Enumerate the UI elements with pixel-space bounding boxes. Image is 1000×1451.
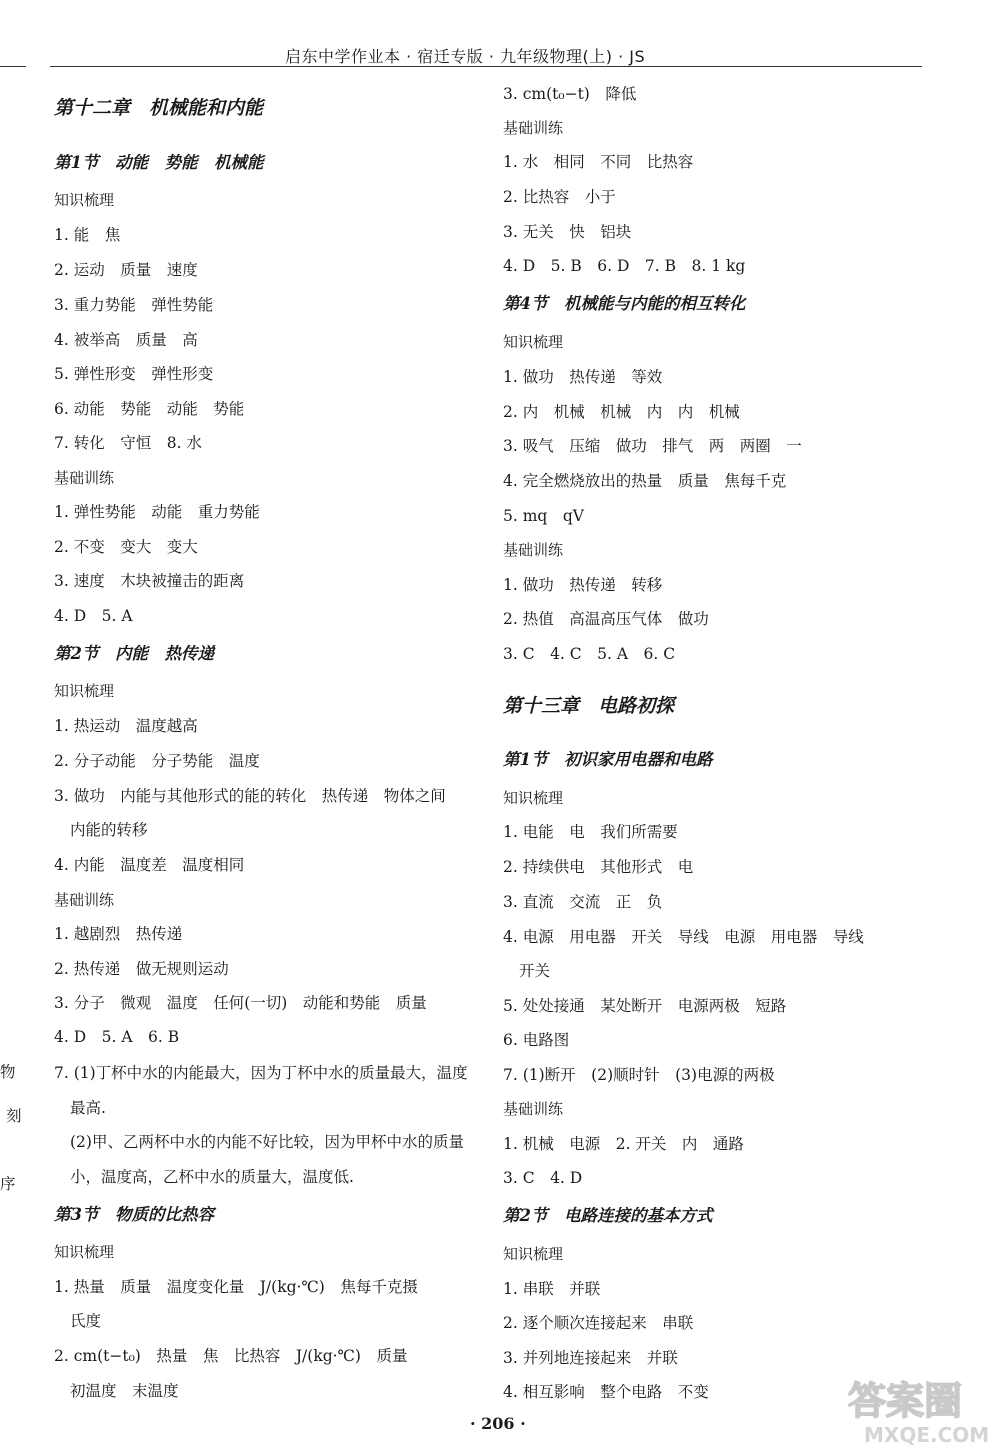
chapter-title: 第十三章 电路初探	[503, 695, 675, 717]
answer-line: 5. 处处接通 某处断开 电源两极 短路	[503, 997, 787, 1015]
answer-line-continued: 氏度	[70, 1312, 102, 1330]
answer-line: 1. 电能 电 我们所需要	[503, 823, 678, 841]
page-number: · 206 ·	[470, 1414, 526, 1433]
answer-line: 4. D 5. A 6. B	[54, 1028, 180, 1046]
answer-line: 2. 运动 质量 速度	[54, 261, 198, 279]
watermark-logo	[838, 1372, 998, 1448]
answer-line: 2. 分子动能 分子势能 温度	[54, 752, 260, 770]
answer-line: 4. 电源 用电器 开关 导线 电源 用电器 导线	[503, 928, 864, 946]
answer-line: 4. D 5. A	[54, 607, 133, 625]
answer-line: 1. 串联 并联	[503, 1280, 601, 1298]
section-title: 第1节 初识家用电器和电路	[503, 750, 713, 769]
answer-line: 3. 重力势能 弹性势能	[54, 296, 214, 314]
answer-line: 3. 速度 木块被撞击的距离	[54, 572, 245, 590]
answer-line: 3. 无关 快 铝块	[503, 223, 632, 241]
margin-fragment: 序	[0, 1175, 16, 1193]
page-header	[0, 38, 1000, 68]
answer-line: 5. mq qV	[503, 507, 584, 525]
header-rule-left	[0, 66, 26, 67]
header-rule	[50, 66, 922, 67]
answer-line: 3. 并列地连接起来 并联	[503, 1349, 678, 1367]
subheading: 基础训练	[54, 469, 115, 487]
answer-line: 3. 吸气 压缩 做功 排气 两 两圈 一	[503, 437, 802, 455]
answer-line-continued: 内能的转移	[70, 821, 148, 839]
subheading: 基础训练	[54, 891, 115, 909]
subheading: 基础训练	[503, 541, 564, 559]
answer-line: 6. 动能 势能 动能 势能	[54, 400, 245, 418]
answer-line: 1. 机械 电源 2. 开关 内 通路	[503, 1135, 744, 1153]
answer-line: 1. 能 焦	[54, 226, 121, 244]
answer-line: 1. 弹性势能 动能 重力势能	[54, 503, 260, 521]
answer-line-continued: 最高.	[70, 1099, 106, 1117]
answer-line: 5. 弹性形变 弹性形变	[54, 365, 214, 383]
answer-line: 2. 逐个顺次连接起来 串联	[503, 1314, 694, 1332]
margin-fragment: 刻	[6, 1107, 22, 1125]
section-title: 第2节 内能 热传递	[54, 644, 214, 663]
answer-line: 3. 分子 微观 温度 任何(一切) 动能和势能 质量	[54, 994, 427, 1012]
watermark-url: MXQE.COM	[864, 1423, 990, 1447]
answer-line: 3. cm(t₀−t) 降低	[503, 85, 637, 103]
answer-line: 6. 电路图	[503, 1031, 570, 1049]
answer-line: 1. 越剧烈 热传递	[54, 925, 183, 943]
answer-line: 4. 内能 温度差 温度相同	[54, 856, 245, 874]
section-title: 第2节 电路连接的基本方式	[503, 1206, 713, 1225]
answer-line: 7. (1)丁杯中水的内能最大，因为丁杯中水的质量最大，温度	[54, 1064, 468, 1082]
subheading: 知识梳理	[54, 191, 115, 209]
answer-line: 3. 做功 内能与其他形式的能的转化 热传递 物体之间	[54, 787, 446, 805]
answer-line-continued: (2)甲、乙两杯中水的内能不好比较，因为甲杯中水的质量	[70, 1133, 464, 1151]
answer-line: 2. 热传递 做无规则运动	[54, 960, 229, 978]
answer-line: 2. cm(t−t₀) 热量 焦 比热容 J/(kg·℃) 质量	[54, 1347, 408, 1365]
answer-line: 3. 直流 交流 正 负	[503, 893, 663, 911]
answer-line: 2. 比热容 小于	[503, 188, 616, 206]
subheading: 基础训练	[503, 119, 564, 137]
answer-line: 7. (1)断开 (2)顺时针 (3)电源的两极	[503, 1066, 775, 1084]
section-title: 第3节 物质的比热容	[54, 1205, 214, 1224]
answer-line: 4. D 5. B 6. D 7. B 8. 1 kg	[503, 257, 746, 275]
answer-line: 1. 水 相同 不同 比热容	[503, 153, 694, 171]
section-title: 第1节 动能 势能 机械能	[54, 153, 264, 172]
answer-line: 1. 做功 热传递 转移	[503, 576, 663, 594]
watermark-text: 答案圈	[848, 1379, 963, 1423]
answer-line: 2. 内 机械 机械 内 内 机械	[503, 403, 740, 421]
answer-line: 4. 完全燃烧放出的热量 质量 焦每千克	[503, 472, 787, 490]
margin-fragment: 物	[0, 1063, 16, 1081]
answer-line: 4. 被举高 质量 高	[54, 331, 198, 349]
answer-line: 2. 不变 变大 变大	[54, 538, 198, 556]
subheading: 知识梳理	[54, 1243, 115, 1261]
answer-line-continued: 初温度 末温度	[70, 1382, 179, 1400]
section-title: 第4节 机械能与内能的相互转化	[503, 294, 746, 313]
answer-line: 3. C 4. D	[503, 1169, 583, 1187]
answer-line: 1. 做功 热传递 等效	[503, 368, 663, 386]
subheading: 知识梳理	[54, 682, 115, 700]
answer-line-continued: 开关	[519, 962, 551, 980]
header-title: 启东中学作业本 · 宿迁专版 · 九年级物理(上) · JS	[285, 47, 646, 66]
answer-line: 4. 相互影响 整个电路 不变	[503, 1383, 709, 1401]
chapter-title: 第十二章 机械能和内能	[54, 97, 264, 119]
answer-line: 3. C 4. C 5. A 6. C	[503, 645, 676, 663]
answer-line: 1. 热量 质量 温度变化量 J/(kg·℃) 焦每千克摄	[54, 1278, 418, 1296]
subheading: 知识梳理	[503, 1245, 564, 1263]
answer-line-continued: 小，温度高，乙杯中水的质量大，温度低.	[70, 1168, 354, 1186]
subheading: 基础训练	[503, 1100, 564, 1118]
subheading: 知识梳理	[503, 333, 564, 351]
answer-line: 1. 热运动 温度越高	[54, 717, 198, 735]
subheading: 知识梳理	[503, 789, 564, 807]
answer-line: 7. 转化 守恒 8. 水	[54, 434, 202, 452]
answer-line: 2. 持续供电 其他形式 电	[503, 858, 694, 876]
answer-line: 2. 热值 高温高压气体 做功	[503, 610, 709, 628]
